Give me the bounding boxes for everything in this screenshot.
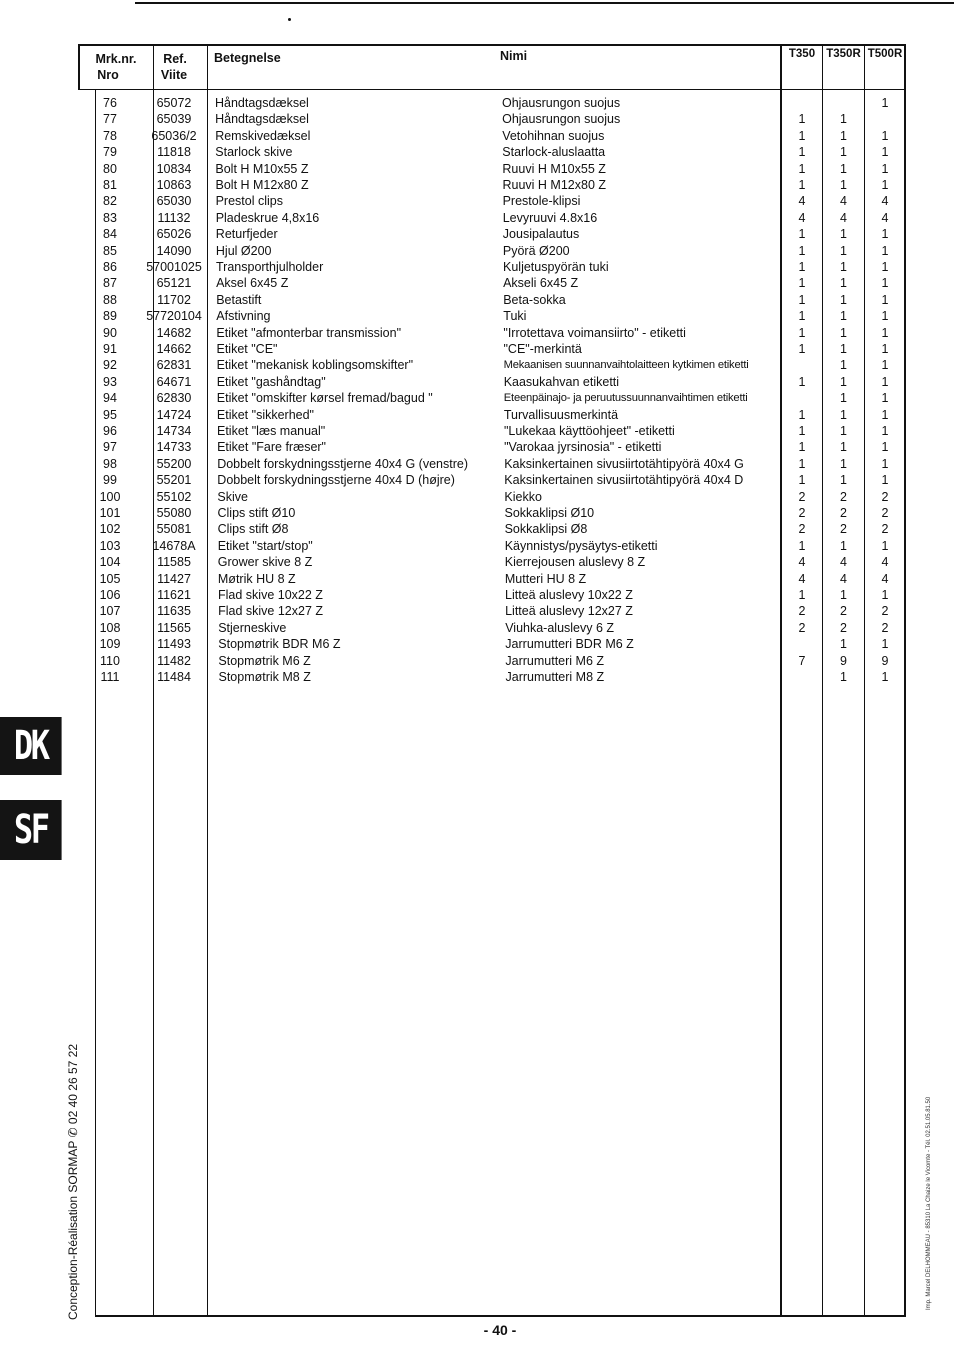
- cell-t350: 2: [798, 522, 806, 537]
- language-tab-dk: [0, 717, 62, 775]
- cell-mrk: 90: [103, 325, 117, 340]
- cell-mrk: 82: [103, 194, 117, 209]
- cell-fi: Eteenpäinajo- ja peruutussuunnanvaihtimen etiketti: [503, 392, 748, 405]
- cell-t500r: 2: [881, 522, 889, 537]
- cell-ref: 11702: [157, 292, 191, 307]
- cell-t350: 1: [798, 276, 806, 291]
- cell-ref: 65030: [156, 194, 192, 209]
- cell-ref: 11635: [157, 604, 191, 619]
- cell-t500r: 1: [881, 374, 889, 389]
- cell-fi: "Varokaa jyrsinosia" - etiketti: [504, 440, 662, 455]
- cell-ref: 57720104: [146, 309, 202, 324]
- cell-ref: 11818: [157, 145, 191, 160]
- header-mrk: Mrk.nr.: [95, 52, 137, 66]
- cell-t350r: 1: [840, 145, 847, 160]
- cell-mrk: 106: [99, 588, 121, 602]
- cell-fi: Viuhka-aluslevy 6 Z: [505, 620, 615, 635]
- cell-t500r: 1: [881, 260, 889, 274]
- cell-mrk: 93: [103, 374, 117, 389]
- cell-mrk: 83: [103, 210, 117, 225]
- cell-fi: Jousipalautus: [502, 227, 580, 242]
- cell-t500r: 1: [881, 342, 889, 356]
- cell-fi: Kaksinkertainen sivusiirtotähtipyörä 40x4 D: [504, 473, 744, 488]
- cell-mrk: 81: [103, 178, 117, 192]
- cell-t500r: 2: [881, 506, 889, 520]
- cell-t500r: 2: [881, 489, 889, 504]
- cell-t500r: 4: [881, 571, 889, 586]
- cell-t500r: 1: [881, 588, 889, 602]
- cell-fi: Ohjausrungon suojus: [502, 112, 621, 127]
- cell-ref: 64671: [156, 374, 192, 389]
- cell-fi: "CE"-merkintä: [503, 342, 582, 356]
- cell-dk: Returfjeder: [215, 227, 278, 242]
- cell-fi: Kierrejousen aluslevy 8 Z: [504, 555, 646, 570]
- cell-t350: 1: [798, 325, 806, 340]
- cell-t350r: 2: [840, 489, 847, 504]
- cell-t500r: 1: [881, 243, 889, 258]
- cell-dk: Stopmøtrik M6 Z: [218, 653, 311, 668]
- cell-t500r: 4: [881, 555, 889, 570]
- cell-t350r: 2: [840, 604, 847, 619]
- cell-ref: 55080: [156, 506, 192, 520]
- cell-dk: Håndtagsdæksel: [215, 96, 309, 110]
- cell-t350: 1: [798, 440, 806, 455]
- cell-t350: 1: [798, 588, 806, 602]
- cell-mrk: 84: [103, 227, 117, 242]
- cell-t350: 1: [798, 309, 806, 324]
- cell-mrk: 97: [103, 440, 117, 455]
- cell-dk: Clips stift Ø10: [217, 506, 296, 520]
- cell-t350r: 1: [840, 309, 847, 324]
- cell-mrk: 103: [99, 538, 121, 553]
- cell-ref: 10863: [156, 178, 192, 192]
- cell-t350r: 1: [840, 112, 847, 127]
- cell-t500r: 1: [881, 128, 889, 143]
- cell-dk: Etiket "afmonterbar transmission": [216, 325, 402, 340]
- cell-ref: 11427: [157, 571, 191, 586]
- cell-dk: Møtrik HU 8 Z: [217, 571, 296, 586]
- cell-t500r: 1: [881, 292, 889, 307]
- cell-fi: Levyruuvi 4.8x16: [502, 210, 598, 225]
- cell-ref: 14678A: [152, 538, 196, 553]
- cell-dk: Stopmøtrik M8 Z: [218, 670, 311, 684]
- header-nro: Nro: [97, 68, 119, 82]
- cell-t350: 2: [798, 620, 806, 635]
- cell-fi: Akseli 6x45 Z: [503, 276, 579, 291]
- cell-mrk: 92: [103, 358, 117, 373]
- cell-t500r: 1: [881, 391, 889, 406]
- cell-t500r: 1: [881, 145, 889, 160]
- cell-t500r: 1: [881, 276, 889, 291]
- header-betegnelse: Betegnelse: [214, 51, 281, 65]
- cell-ref: 11484: [157, 670, 191, 684]
- cell-ref: 11621: [157, 588, 191, 602]
- cell-t350: 2: [798, 489, 806, 504]
- cell-mrk: 76: [103, 96, 117, 110]
- cell-t500r: 1: [881, 358, 889, 373]
- speck: [288, 18, 291, 21]
- cell-fi: Prestole-klipsi: [502, 194, 581, 209]
- cell-mrk: 96: [103, 424, 117, 438]
- cell-t350: 1: [798, 456, 806, 471]
- cell-fi: Jarrumutteri M6 Z: [505, 653, 605, 668]
- cell-mrk: 105: [99, 571, 121, 586]
- cell-mrk: 86: [103, 260, 117, 274]
- cell-dk: Dobbelt forskydningsstjerne 40x4 D (højre): [217, 473, 455, 488]
- cell-fi: Pyörä Ø200: [502, 243, 570, 258]
- cell-t350r: 4: [840, 555, 847, 570]
- cell-ref: 55081: [156, 522, 192, 537]
- cell-fi: "Lukekaa käyttöohjeet" -etiketti: [504, 424, 675, 438]
- cell-dk: Skive: [217, 489, 248, 504]
- top-rule: [135, 2, 954, 4]
- cell-t350r: 1: [840, 276, 847, 291]
- cell-ref: 11585: [157, 555, 191, 570]
- cell-t500r: 1: [881, 161, 889, 176]
- cell-dk: Bolt H M10x55 Z: [215, 161, 309, 176]
- cell-t350: 4: [798, 210, 806, 225]
- cell-mrk: 95: [103, 407, 117, 422]
- cell-t350r: 4: [840, 210, 847, 225]
- cell-t350: 1: [798, 538, 806, 553]
- cell-ref: 55200: [156, 456, 192, 471]
- cell-ref: 57001025: [146, 260, 202, 274]
- cell-fi: Starlock-aluslaatta: [502, 145, 606, 160]
- cell-fi: Kaksinkertainen sivusiirtotähtipyörä 40x4 G: [504, 456, 744, 471]
- cell-fi: "Irrotettava voimansiirto" - etiketti: [503, 325, 686, 340]
- cell-fi: Kaasukahvan etiketti: [503, 374, 620, 389]
- cell-t350r: 1: [840, 325, 847, 340]
- cell-fi: Mutteri HU 8 Z: [504, 571, 587, 586]
- cell-t500r: 4: [881, 194, 889, 209]
- cell-t500r: 1: [881, 637, 889, 652]
- cell-dk: Etiket "omskifter kørsel fremad/bagud ": [216, 391, 433, 406]
- cell-t500r: 1: [881, 424, 889, 438]
- cell-mrk: 111: [100, 670, 120, 684]
- cell-t350r: 1: [840, 374, 847, 389]
- cell-mrk: 104: [99, 555, 121, 570]
- cell-t500r: 2: [881, 620, 889, 635]
- cell-t500r: 1: [881, 227, 889, 242]
- cell-dk: Etiket "gashåndtag": [216, 374, 326, 389]
- cell-ref: 65072: [156, 96, 192, 110]
- cell-fi: Jarrumutteri M8 Z: [505, 670, 605, 684]
- cell-t350r: 4: [840, 571, 847, 586]
- cell-t500r: 1: [881, 407, 889, 422]
- header-t500r: T500R: [867, 48, 903, 60]
- cell-t350r: 4: [840, 194, 847, 209]
- cell-ref: 11493: [157, 637, 191, 652]
- cell-dk: Starlock skive: [215, 145, 293, 160]
- cell-t350: 1: [798, 473, 806, 488]
- cell-mrk: 80: [103, 161, 117, 176]
- cell-t350: 4: [798, 571, 806, 586]
- cell-mrk: 94: [103, 391, 117, 406]
- cell-mrk: 109: [99, 637, 121, 652]
- cell-fi: Ruuvi H M10x55 Z: [502, 161, 606, 176]
- cell-t350r: 1: [840, 473, 847, 488]
- cell-t350r: 1: [840, 637, 847, 652]
- cell-fi: Tuki: [503, 309, 527, 324]
- cell-fi: Beta-sokka: [503, 292, 566, 307]
- cell-t350r: 1: [840, 670, 847, 684]
- cell-t350: 1: [798, 145, 806, 160]
- cell-t350: 1: [798, 374, 806, 389]
- cell-t350: 1: [798, 292, 806, 307]
- cell-t350r: 2: [840, 522, 847, 537]
- cell-ref: 10834: [156, 161, 192, 176]
- cell-t350r: 1: [840, 292, 847, 307]
- cell-t350r: 1: [840, 407, 847, 422]
- cell-mrk: 91: [103, 342, 117, 356]
- cell-dk: Prestol clips: [215, 194, 283, 209]
- cell-t500r: 1: [881, 473, 889, 488]
- cell-dk: Pladeskrue 4,8x16: [215, 210, 320, 225]
- cell-t350: 1: [798, 112, 806, 127]
- cell-dk: Håndtagsdæksel: [215, 112, 309, 127]
- cell-ref: 11482: [157, 653, 191, 668]
- left-credit: Conception-Réalisation SORMAP ✆ 02 40 26 57 22: [66, 1044, 80, 1320]
- cell-fi: Ruuvi H M12x80 Z: [502, 178, 607, 192]
- cell-t500r: 4: [881, 210, 889, 225]
- cell-t500r: 1: [881, 96, 889, 110]
- cell-ref: 62831: [156, 358, 192, 373]
- cell-ref: 14733: [156, 440, 192, 455]
- cell-t350r: 1: [840, 538, 847, 553]
- cell-dk: Etiket "læs manual": [217, 424, 326, 438]
- cell-dk: Remskivedæksel: [215, 128, 311, 143]
- cell-fi: Kuljetuspyörän tuki: [503, 260, 609, 274]
- cell-dk: Etiket "Fare fræser": [217, 440, 326, 455]
- cell-t350: 2: [798, 506, 806, 520]
- right-credit: Imp. Marcel DELHOMMEAU - 85310 La Chaize le Vicomte - Tél. 02.51.05.81.50: [926, 1096, 932, 1310]
- cell-mrk: 87: [103, 276, 117, 291]
- cell-t350r: 1: [840, 588, 847, 602]
- cell-ref: 65121: [156, 276, 192, 291]
- page-number: - 40 -: [483, 1322, 517, 1338]
- cell-mrk: 78: [103, 128, 117, 143]
- cell-dk: Flad skive 12x27 Z: [218, 604, 324, 619]
- cell-ref: 14662: [156, 342, 192, 356]
- cell-dk: Dobbelt forskydningsstjerne 40x4 G (venstre): [217, 456, 468, 471]
- header-nimi: Nimi: [500, 49, 528, 63]
- cell-t500r: 9: [881, 653, 889, 668]
- cell-t350r: 1: [840, 456, 847, 471]
- header-ref: Ref.: [163, 52, 187, 66]
- cell-t350r: 1: [840, 243, 847, 258]
- cell-ref: 11565: [157, 620, 191, 635]
- cell-fi: Mekaanisen suunnanvaihtolaitteen kytkimen etiketti: [503, 359, 749, 372]
- cell-mrk: 85: [103, 243, 117, 258]
- cell-fi: Litteä aluslevy 12x27 Z: [505, 604, 633, 619]
- cell-t350: 1: [798, 424, 806, 438]
- cell-ref: 14724: [156, 407, 192, 422]
- cell-t500r: 1: [881, 456, 889, 471]
- cell-mrk: 79: [103, 145, 117, 160]
- cell-t500r: 1: [881, 309, 889, 324]
- cell-mrk: 107: [99, 604, 121, 619]
- cell-dk: Grower skive 8 Z: [217, 555, 313, 570]
- cell-dk: Hjul Ø200: [215, 243, 272, 258]
- cell-dk: Transporthjulholder: [216, 260, 324, 274]
- cell-t350: 4: [798, 194, 806, 209]
- cell-fi: Kiekko: [504, 489, 542, 504]
- header-t350r: T350R: [826, 48, 861, 60]
- cell-dk: Bolt H M12x80 Z: [215, 178, 309, 192]
- header-t350: T350: [788, 48, 816, 60]
- header-viite: Viite: [160, 68, 188, 82]
- cell-t500r: 1: [881, 440, 889, 455]
- cell-t500r: 1: [881, 538, 889, 553]
- cell-mrk: 110: [100, 653, 120, 668]
- cell-fi: Sokkaklipsi Ø8: [504, 522, 588, 537]
- cell-ref: 14090: [156, 243, 192, 258]
- cell-fi: Turvallisuusmerkintä: [503, 407, 619, 422]
- cell-mrk: 89: [103, 309, 117, 324]
- cell-dk: Clips stift Ø8: [217, 522, 289, 537]
- cell-dk: Etiket "mekanisk koblingsomskifter": [216, 358, 414, 373]
- cell-t350r: 1: [840, 128, 847, 143]
- cell-ref: 65039: [156, 112, 192, 127]
- cell-t500r: 2: [881, 604, 889, 619]
- cell-fi: Käynnistys/pysäytys-etiketti: [504, 538, 658, 553]
- cell-mrk: 100: [99, 489, 121, 504]
- cell-t350: 1: [798, 407, 806, 422]
- cell-t350: 1: [798, 227, 806, 242]
- cell-fi: Litteä aluslevy 10x22 Z: [505, 588, 633, 602]
- cell-t350: 1: [798, 161, 806, 176]
- cell-mrk: 77: [103, 112, 117, 127]
- cell-t500r: 1: [881, 178, 889, 192]
- cell-fi: Jarrumutteri BDR M6 Z: [505, 637, 634, 652]
- cell-t350r: 1: [840, 161, 847, 176]
- cell-mrk: 108: [99, 620, 121, 635]
- cell-mrk: 102: [99, 522, 121, 537]
- cell-ref: 14734: [156, 424, 192, 438]
- cell-dk: Afstivning: [216, 309, 271, 324]
- cell-ref: 55201: [156, 473, 192, 488]
- cell-dk: Stopmøtrik BDR M6 Z: [218, 637, 341, 652]
- cell-t350r: 9: [840, 653, 847, 668]
- cell-t350r: 2: [840, 620, 847, 635]
- cell-dk: Betastift: [216, 292, 262, 307]
- cell-mrk: 98: [103, 456, 117, 471]
- cell-mrk: 101: [99, 506, 121, 520]
- cell-t350: 4: [798, 555, 806, 570]
- cell-t350r: 1: [840, 358, 847, 373]
- cell-t350r: 1: [840, 260, 847, 274]
- cell-t350: 2: [798, 604, 806, 619]
- cell-t500r: 1: [881, 670, 889, 684]
- cell-t350: 1: [798, 128, 806, 143]
- cell-dk: Etiket "sikkerhed": [216, 407, 314, 422]
- cell-t350r: 1: [840, 424, 847, 438]
- cell-t500r: 1: [881, 325, 889, 340]
- cell-ref: 65036/2: [151, 128, 197, 143]
- cell-t350r: 2: [840, 506, 847, 520]
- cell-t350: 1: [798, 260, 806, 274]
- cell-ref: 14682: [156, 325, 192, 340]
- cell-ref: 65026: [156, 227, 192, 242]
- cell-ref: 55102: [156, 489, 192, 504]
- cell-t350r: 1: [840, 342, 847, 356]
- cell-fi: Sokkaklipsi Ø10: [504, 506, 595, 520]
- cell-t350r: 1: [840, 440, 847, 455]
- cell-mrk: 99: [103, 473, 117, 488]
- cell-ref: 62830: [156, 391, 192, 406]
- cell-t350: 7: [798, 653, 806, 668]
- cell-dk: Etiket "CE": [216, 342, 278, 356]
- tab-dk-label: DK: [13, 723, 48, 769]
- cell-fi: Ohjausrungon suojus: [502, 96, 621, 110]
- cell-fi: Vetohihnan suojus: [502, 128, 605, 143]
- cell-dk: Stjerneskive: [218, 620, 287, 635]
- tab-sf-label: SF: [13, 807, 48, 853]
- cell-dk: Aksel 6x45 Z: [216, 276, 289, 291]
- cell-t350r: 1: [840, 391, 847, 406]
- cell-t350r: 1: [840, 178, 847, 192]
- cell-t350r: 1: [840, 227, 847, 242]
- cell-t350: 1: [798, 178, 806, 192]
- cell-dk: Flad skive 10x22 Z: [218, 588, 323, 602]
- cell-ref: 11132: [157, 210, 191, 225]
- cell-dk: Etiket "start/stop": [217, 538, 313, 553]
- language-tab-sf: [0, 800, 62, 860]
- cell-mrk: 88: [103, 292, 117, 307]
- cell-t350: 1: [798, 342, 806, 356]
- cell-t350: 1: [798, 243, 806, 258]
